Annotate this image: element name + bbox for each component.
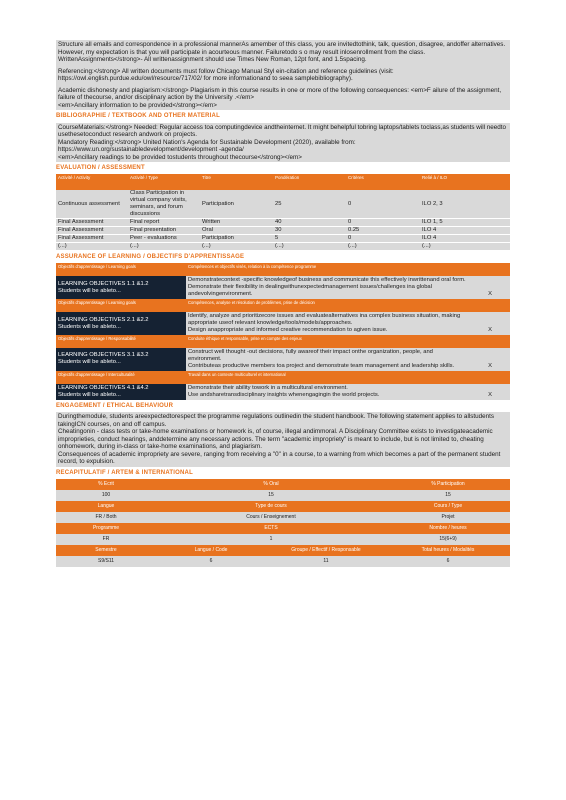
learning-row [56, 348, 510, 371]
recap-value: 11 [266, 556, 386, 567]
table-cell: (...) [273, 243, 346, 251]
table-cell: 0 [346, 235, 420, 243]
learning-header-row [56, 299, 510, 312]
table-cell: 0.25 [346, 227, 420, 235]
learning-line: Use andsharetransdisciplinary insights whenengagingin the world projects. [188, 391, 380, 398]
engagement-line: Consequences of academic impropriety are severe, ranging from receiving a "0" in a course, to a warning from which becomes a part of the permanent student record, to expulsion. [58, 450, 501, 466]
recap-header-row [56, 545, 510, 556]
recap-header: Nombre / heures [386, 523, 510, 534]
bibliography-block [56, 123, 510, 163]
table-row [56, 190, 510, 218]
recap-value: S9/S11 [56, 556, 156, 567]
learning-title: ASSURANCE OF LEARNING / OBJECTIFS D'APPRENTISSAGE [56, 254, 245, 261]
recap-header: Cours / Type [386, 501, 510, 512]
learning-header-left: Objectifs d'apprentissage / Learning goals [56, 263, 186, 276]
learning-line: Design anappropriate and informed creative recommendation to agiven issue. [188, 327, 388, 334]
column-header: Relié à / ILO [420, 174, 510, 190]
evaluation-table [56, 174, 510, 251]
table-cell: 0 [346, 219, 420, 227]
learning-header-row [56, 263, 510, 276]
table-cell: Peer - evaluations [128, 235, 200, 243]
recap-value: 15 [386, 490, 510, 501]
table-cell: ILO 4 [420, 235, 510, 243]
learning-row [56, 312, 510, 335]
learning-mark: X [470, 384, 510, 400]
learning-header-left: Objectifs d'apprentissage / Learning goals [56, 299, 186, 312]
learning-description-cell [186, 276, 470, 299]
table-cell: (...) [56, 243, 128, 251]
table-cell: (...) [420, 243, 510, 251]
intro-paragraph: <em>Ancillary information to be provided</strong></em> [58, 101, 217, 109]
recap-header: Type de cours [156, 501, 386, 512]
recap-value: FR / Both [56, 512, 156, 523]
recap-header: % Participation [386, 479, 510, 490]
learning-objective-label: LEARNING OBJECTIVES 1.1 &1.2 [58, 280, 149, 287]
bibliography-line: CourseMaterials:</strong> Needed: Regular access toa computingdevice andtheinternet. It might behelpful tobring laptops/tablets toclass,as students will needto usethesetoconduct research andwork on projects. [58, 123, 507, 139]
table-cell: 40 [273, 219, 346, 227]
learning-mark: X [470, 348, 510, 371]
learning-row [56, 276, 510, 299]
table-cell: Final Assessment [56, 235, 128, 243]
recap-header-row [56, 501, 510, 512]
recap-value-row [56, 512, 510, 523]
recap-header: Groupe / Effectif / Responsable [266, 545, 386, 556]
learning-objective-label: LEARNING OBJECTIVES 4.1 &4.2 [58, 384, 149, 391]
intro-paragraph: Academic dishonesty and plagiarism:</strong> Plagiarism in this course results in one or more of the following consequences: <em>F ailure of the assignment, failure of thecourse, and/or disciplinary action by the University .</em> [58, 86, 502, 102]
bibliography-title: BIBLIOGRAPHIE / TEXTBOOK AND OTHER MATERIAL [56, 113, 220, 120]
bibliography-line: <em>Ancillary readings to be provided tostudents throughout thecourse</strong></em> [58, 153, 302, 161]
table-cell: ILO 4 [420, 227, 510, 235]
recap-value: Projet [386, 512, 510, 523]
table-row [56, 219, 510, 227]
learning-header-right: Compétences, analyse et résolution de problèmes, prise de décision [186, 299, 510, 312]
recap-value: 1 [156, 534, 386, 545]
recap-value: 15 [156, 490, 386, 501]
learning-header-left: Objectifs d'apprentissage / Interculturalité [56, 371, 186, 384]
recap-value: 100 [56, 490, 156, 501]
engagement-line: Cheatingonin - class tests or take-home examinations or homework is, of course, illegal andimmoral. A Disciplinary Committee exists to investigateacademic improprieties, conduct hearings, anddetermine any necessary actions. The term "academic impropriety" is meant to include, but is not limited to, cheating onhomework, during in-class or take-home examinations, and plagiarism. [58, 428, 493, 451]
table-cell: (...) [200, 243, 273, 251]
learning-line: Demonstrate their ability towork in a multicultural environment. [188, 384, 348, 391]
learning-objective-cell [56, 384, 186, 400]
learning-students-label: Students will be ableto... [58, 323, 121, 330]
intro-paragraph: Referencing:</strong> All written documents must follow Chicago Manual Styl ein-citation and reference guidelines (visit: https://owl.english.purdue.edu/owl/resource/717/02/ for more informationand to seea samplebibliography). [58, 67, 394, 83]
recap-header: Langue [56, 501, 156, 512]
learning-header-right: Travail dans un contexte multiculturel et international [186, 371, 510, 384]
learning-line: Contributeas productive members toa project and demonstrate team management and leadership skills. [188, 362, 455, 369]
learning-line: Demonstratecontext -specific knowledgeof business and communicate this effectively inwrittenand oral form. [188, 277, 466, 284]
recap-value-row [56, 556, 510, 567]
table-cell: 30 [273, 227, 346, 235]
table-row [56, 235, 510, 243]
recap-header: Semestre [56, 545, 156, 556]
column-header: Pondération [273, 174, 346, 190]
table-cell: ILO 2, 3 [420, 190, 510, 218]
learning-students-label: Students will be ableto... [58, 359, 121, 366]
table-cell: (...) [128, 243, 200, 251]
table-cell: Written [200, 219, 273, 227]
column-header: Critères [346, 174, 420, 190]
intro-paragraph: WrittenAssignments</strong>- All writtenassignment should use Times New Roman, 12pt font, and 1.5spacing. [58, 56, 367, 64]
table-cell: Final report [128, 219, 200, 227]
learning-header-row [56, 371, 510, 384]
table-cell: (...) [346, 243, 420, 251]
table-cell: Final presentation [128, 227, 200, 235]
learning-row [56, 384, 510, 400]
learning-objective-label: LEARNING OBJECTIVES 3.1 &3.2 [58, 352, 149, 359]
learning-objective-cell [56, 312, 186, 335]
recap-header: Programme [56, 523, 156, 534]
learning-students-label: Students will be ableto... [58, 287, 121, 294]
recap-header: ECTS [156, 523, 386, 534]
learning-header-right: Compétences et objectifs visés, relation à la compétence programme [186, 263, 510, 276]
learning-objective-label: LEARNING OBJECTIVES 2.1 &2.2 [58, 316, 149, 323]
column-header: Activité / Type [128, 174, 200, 190]
document-page [56, 40, 510, 567]
table-row [56, 227, 510, 235]
learning-header-left: Objectifs d'apprentissage / Responsabilité [56, 335, 186, 348]
table-cell: Final Assessment [56, 219, 128, 227]
learning-objective-cell [56, 348, 186, 371]
table-cell: Participation [200, 235, 273, 243]
table-cell: Class Participation in virtual company visits, seminars, and forum discussions [128, 190, 200, 218]
learning-objectives-table [56, 263, 510, 399]
table-cell: 5 [273, 235, 346, 243]
bibliography-line: Mandatory Reading:</strong> United Nation's Agenda for Sustainable Development (2020), available from: https://www.un.org/sustainabledevelopment/development -agenda/ [58, 138, 356, 154]
learning-description-cell [186, 384, 470, 400]
table-cell: Oral [200, 227, 273, 235]
column-header: Titre [200, 174, 273, 190]
learning-students-label: Students will be ableto... [58, 391, 121, 398]
intro-paragraph: Structure all emails and correspondence in a professional mannerAs amember of this class, you are invitedtothink, talk, question, disagree, andoffer alternatives. However, my expectation is that you will participate in acourteous manner. Failuretodo s o may result inlosenrollment from the class. [58, 41, 506, 56]
recap-title: RECAPITULATIF / ARTEM & INTERNATIONAL [56, 469, 193, 476]
evaluation-title: EVALUATION / ASSESSMENT [56, 165, 145, 172]
recap-value: 15(6+9) [386, 534, 510, 545]
table-cell: Participation [200, 190, 273, 218]
recap-table [56, 479, 510, 567]
recap-header: % Ecrit [56, 479, 156, 490]
learning-line: Construct well thought -out decisions, fully awareof their impact onthe organization, people, and environment. [188, 349, 433, 362]
table-cell: Final Assessment [56, 227, 128, 235]
engagement-block [56, 412, 510, 467]
table-cell: ILO 1, 5 [420, 219, 510, 227]
recap-value: Cours / Enseignement [156, 512, 386, 523]
recap-value: 6 [156, 556, 266, 567]
table-cell: 0 [346, 190, 420, 218]
learning-header-right: Conduite éthique et responsable, prise en compte des enjeux [186, 335, 510, 348]
recap-header: Langue / Code [156, 545, 266, 556]
recap-value: 6 [386, 556, 510, 567]
recap-value-row [56, 490, 510, 501]
engagement-title: ENGAGEMENT / ETHICAL BEHAVIOUR [56, 402, 174, 409]
learning-line: Demonstrate their flexibility in dealingwithunexpectedmanagement issues/challenges ina global andevolvingenvironment. [188, 284, 432, 298]
recap-header-row [56, 479, 510, 490]
recap-header: % Oral [156, 479, 386, 490]
learning-header-row [56, 335, 510, 348]
recap-header: Total heures / Modalités [386, 545, 510, 556]
learning-mark: X [470, 312, 510, 335]
recap-value-row [56, 534, 510, 545]
learning-description-cell [186, 348, 470, 371]
learning-description-cell [186, 312, 470, 335]
learning-line: Identify, analyze and prioritizecore issues and evaluatealternatives ina complex business situation, making appropriate useof relevant knowledge/tools/models/approaches. [188, 313, 461, 327]
learning-mark: X [470, 276, 510, 299]
table-row [56, 243, 510, 251]
table-cell: Continuous assessment [56, 190, 128, 218]
table-header-row [56, 174, 510, 190]
recap-value: FR [56, 534, 156, 545]
learning-objective-cell [56, 276, 186, 299]
table-cell: 25 [273, 190, 346, 218]
recap-header-row [56, 523, 510, 534]
engagement-line: Duringthemodule, students areexpectedtorespect the programme regulations outlinedin the student handbook. The following statement applies to allstudents takingICN courses, on and off campus. [58, 412, 495, 428]
column-header: Activité / Activity [56, 174, 128, 190]
intro-block [56, 40, 510, 110]
